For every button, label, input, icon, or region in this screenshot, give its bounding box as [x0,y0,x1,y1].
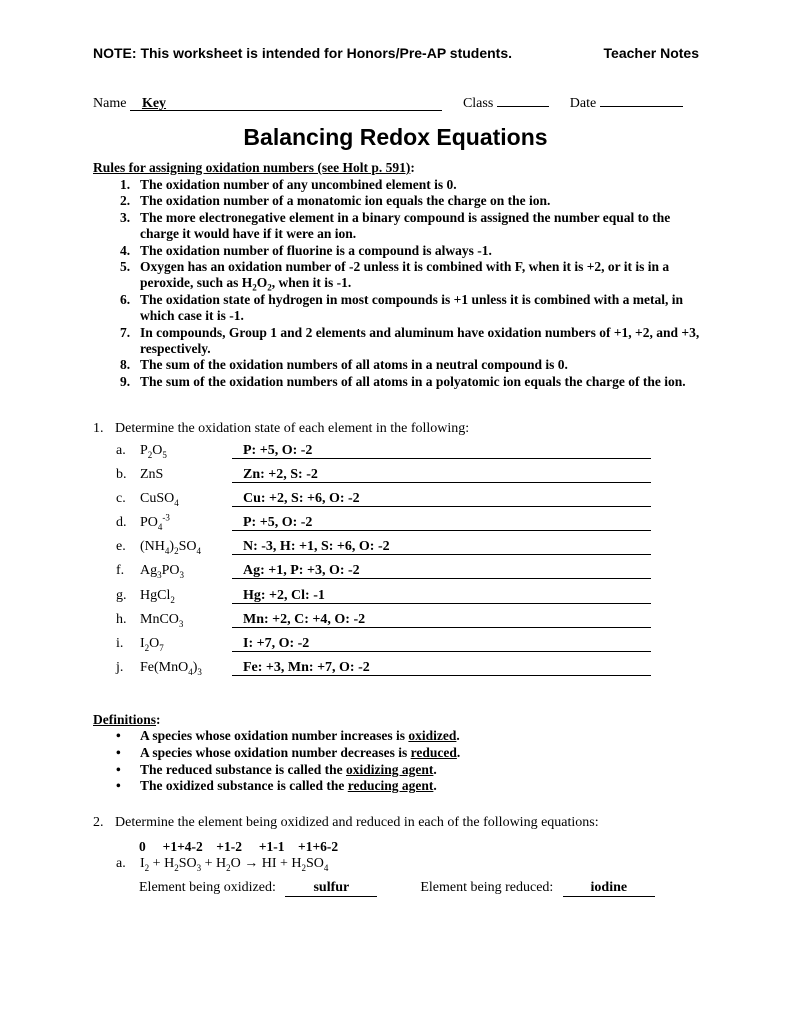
bullet-icon: • [116,778,121,794]
header-note-row [93,45,699,61]
bullet-icon: • [116,761,121,777]
list-item: b. ZnS Zn: +2, S: -2 [116,467,656,491]
answer-field: P: +5, O: -2 [232,443,651,459]
question-1-items [116,443,656,684]
list-item: i. $I_2O_7$ I: +7, O: -2 [116,636,656,660]
name-label: Name [93,96,127,111]
answer-field: Hg: +2, Cl: -1 [232,588,651,604]
answer-field: Ag: +1, P: +3, O: -2 [232,563,651,579]
list-item: e. $(NH_4)_2SO_4$ N: -3, H: +1, S: +6, O: -2 [116,539,656,563]
answer-field: I: +7, O: -2 [232,636,651,652]
list-item: • A species whose oxidation number decreases is reduced. [93,745,460,762]
oxidized-label: Element being oxidized: [139,880,276,895]
honors-note: NOTE: This worksheet is intended for Honors/Pre-AP students. [93,45,513,61]
rule-item: 8. The sum of the oxidation numbers of all atoms in a neutral compound is 0. [120,357,568,373]
formula: ZnS [140,467,164,483]
name-value: Key [141,96,167,111]
teacher-notes-label: Teacher Notes [603,45,699,61]
name-field [130,96,442,111]
formula: $Fe(MnO_4)_3$ [140,659,202,677]
rules-list [93,177,703,390]
definitions-list [93,728,460,795]
answer-field: Zn: +2, S: -2 [232,467,651,483]
reduced-label: Element being reduced: [420,880,554,895]
answer-field: N: -3, H: +1, S: +6, O: -2 [232,539,651,555]
list-item: c. CuSO$_4$ Cu: +2, S: +6, O: -2 [116,491,656,515]
answer-field: Fe: +3, Mn: +7, O: -2 [232,660,651,676]
rule-item: 9. The sum of the oxidation numbers of all atoms in a polyatomic ion equals the charge of the ion. [120,373,686,389]
question-2-prompt: 2. Determine the element being oxidized and reduced in each of the following equations: [93,815,599,830]
answer-field: Mn: +2, C: +4, O: -2 [232,612,651,628]
rule-item: 6. The oxidation state of hydrogen in most compounds is +1 unless it is combined with a metal, in which case it is -1. [120,291,684,324]
formula: $(NH_4)_2SO_4$ [140,539,201,557]
formula: $PO_4^{-3}$ [140,512,170,533]
name-class-date-row [93,92,699,112]
date-field [600,92,683,107]
list-item: g. HgCl$_2$ Hg: +2, Cl: -1 [116,588,656,612]
oxidation-numbers: 0 +1+4-2 +1-2 +1-1 +1+6-2 [139,839,339,854]
list-item: h. MnCO$_3$ Mn: +2, C: +4, O: -2 [116,612,656,636]
definitions-heading: Definitions: [93,712,161,727]
redox-equation: a. $I_2 + H_2SO_3 + H_2O$ → HI + $H_2SO_4$ [116,856,329,873]
oxidized-reduced-row [139,880,655,897]
rule-item: 2. The oxidation number of a monatomic ion equals the charge on the ion. [120,193,551,209]
list-item: • The reduced substance is called the oxidizing agent. [93,762,460,779]
list-item: • The oxidized substance is called the reducing agent. [93,778,460,795]
rule-item: 7. In compounds, Group 1 and 2 elements and aluminum have oxidation numbers of +1, +2, and +3, respectively. [120,324,700,357]
rule-item: 1. The oxidation number of any uncombined element is 0. [120,177,457,192]
formula: $I_2O_7$ [140,635,164,653]
page-title: Balancing Redox Equations [243,124,548,150]
rule-item: 5. Oxygen has an oxidation number of -2 unless it is combined with F, when it is +2, or it is in a peroxide, such as $H_2O_2$, when it is -1. [120,259,670,294]
formula: $P_2O_5$ [140,443,167,460]
bullet-icon: • [116,728,121,743]
rule-item: 3. The more electronegative element in a binary compound is assigned the number equal to the charge it would have if it were an ion. [120,209,671,242]
list-item: d. $PO_4^{-3}$ P: +5, O: -2 [116,515,656,539]
class-field [497,92,549,107]
answer-field: P: +5, O: -2 [232,515,651,531]
formula: HgCl$_2$ [140,587,175,605]
list-item: • A species whose oxidation number increases is oxidized. [93,728,460,745]
question-1-prompt: 1. Determine the oxidation state of each element in the following: [93,421,470,436]
formula: MnCO$_3$ [140,611,184,629]
formula: CuSO$_4$ [140,491,179,508]
list-item: a. $P_2O_5$ P: +5, O: -2 [116,443,656,467]
answer-field: Cu: +2, S: +6, O: -2 [232,491,651,507]
arrow-icon: → [244,856,259,871]
rule-item: 4. The oxidation number of fluorine is a compound is always -1. [120,242,492,258]
list-item: f. $Ag_3PO_3$ Ag: +1, P: +3, O: -2 [116,563,656,587]
class-label: Class [462,96,494,111]
oxidized-answer: sulfur [285,880,377,897]
bullet-icon: • [116,744,121,760]
reduced-answer: iodine [563,880,655,897]
formula: $Ag_3PO_3$ [140,563,185,581]
list-item: j. $Fe(MnO_4)_3$ Fe: +3, Mn: +7, O: -2 [116,660,656,684]
rules-heading: Rules for assigning oxidation numbers (see Holt p. 591): [93,160,415,175]
date-label: Date [569,96,597,111]
